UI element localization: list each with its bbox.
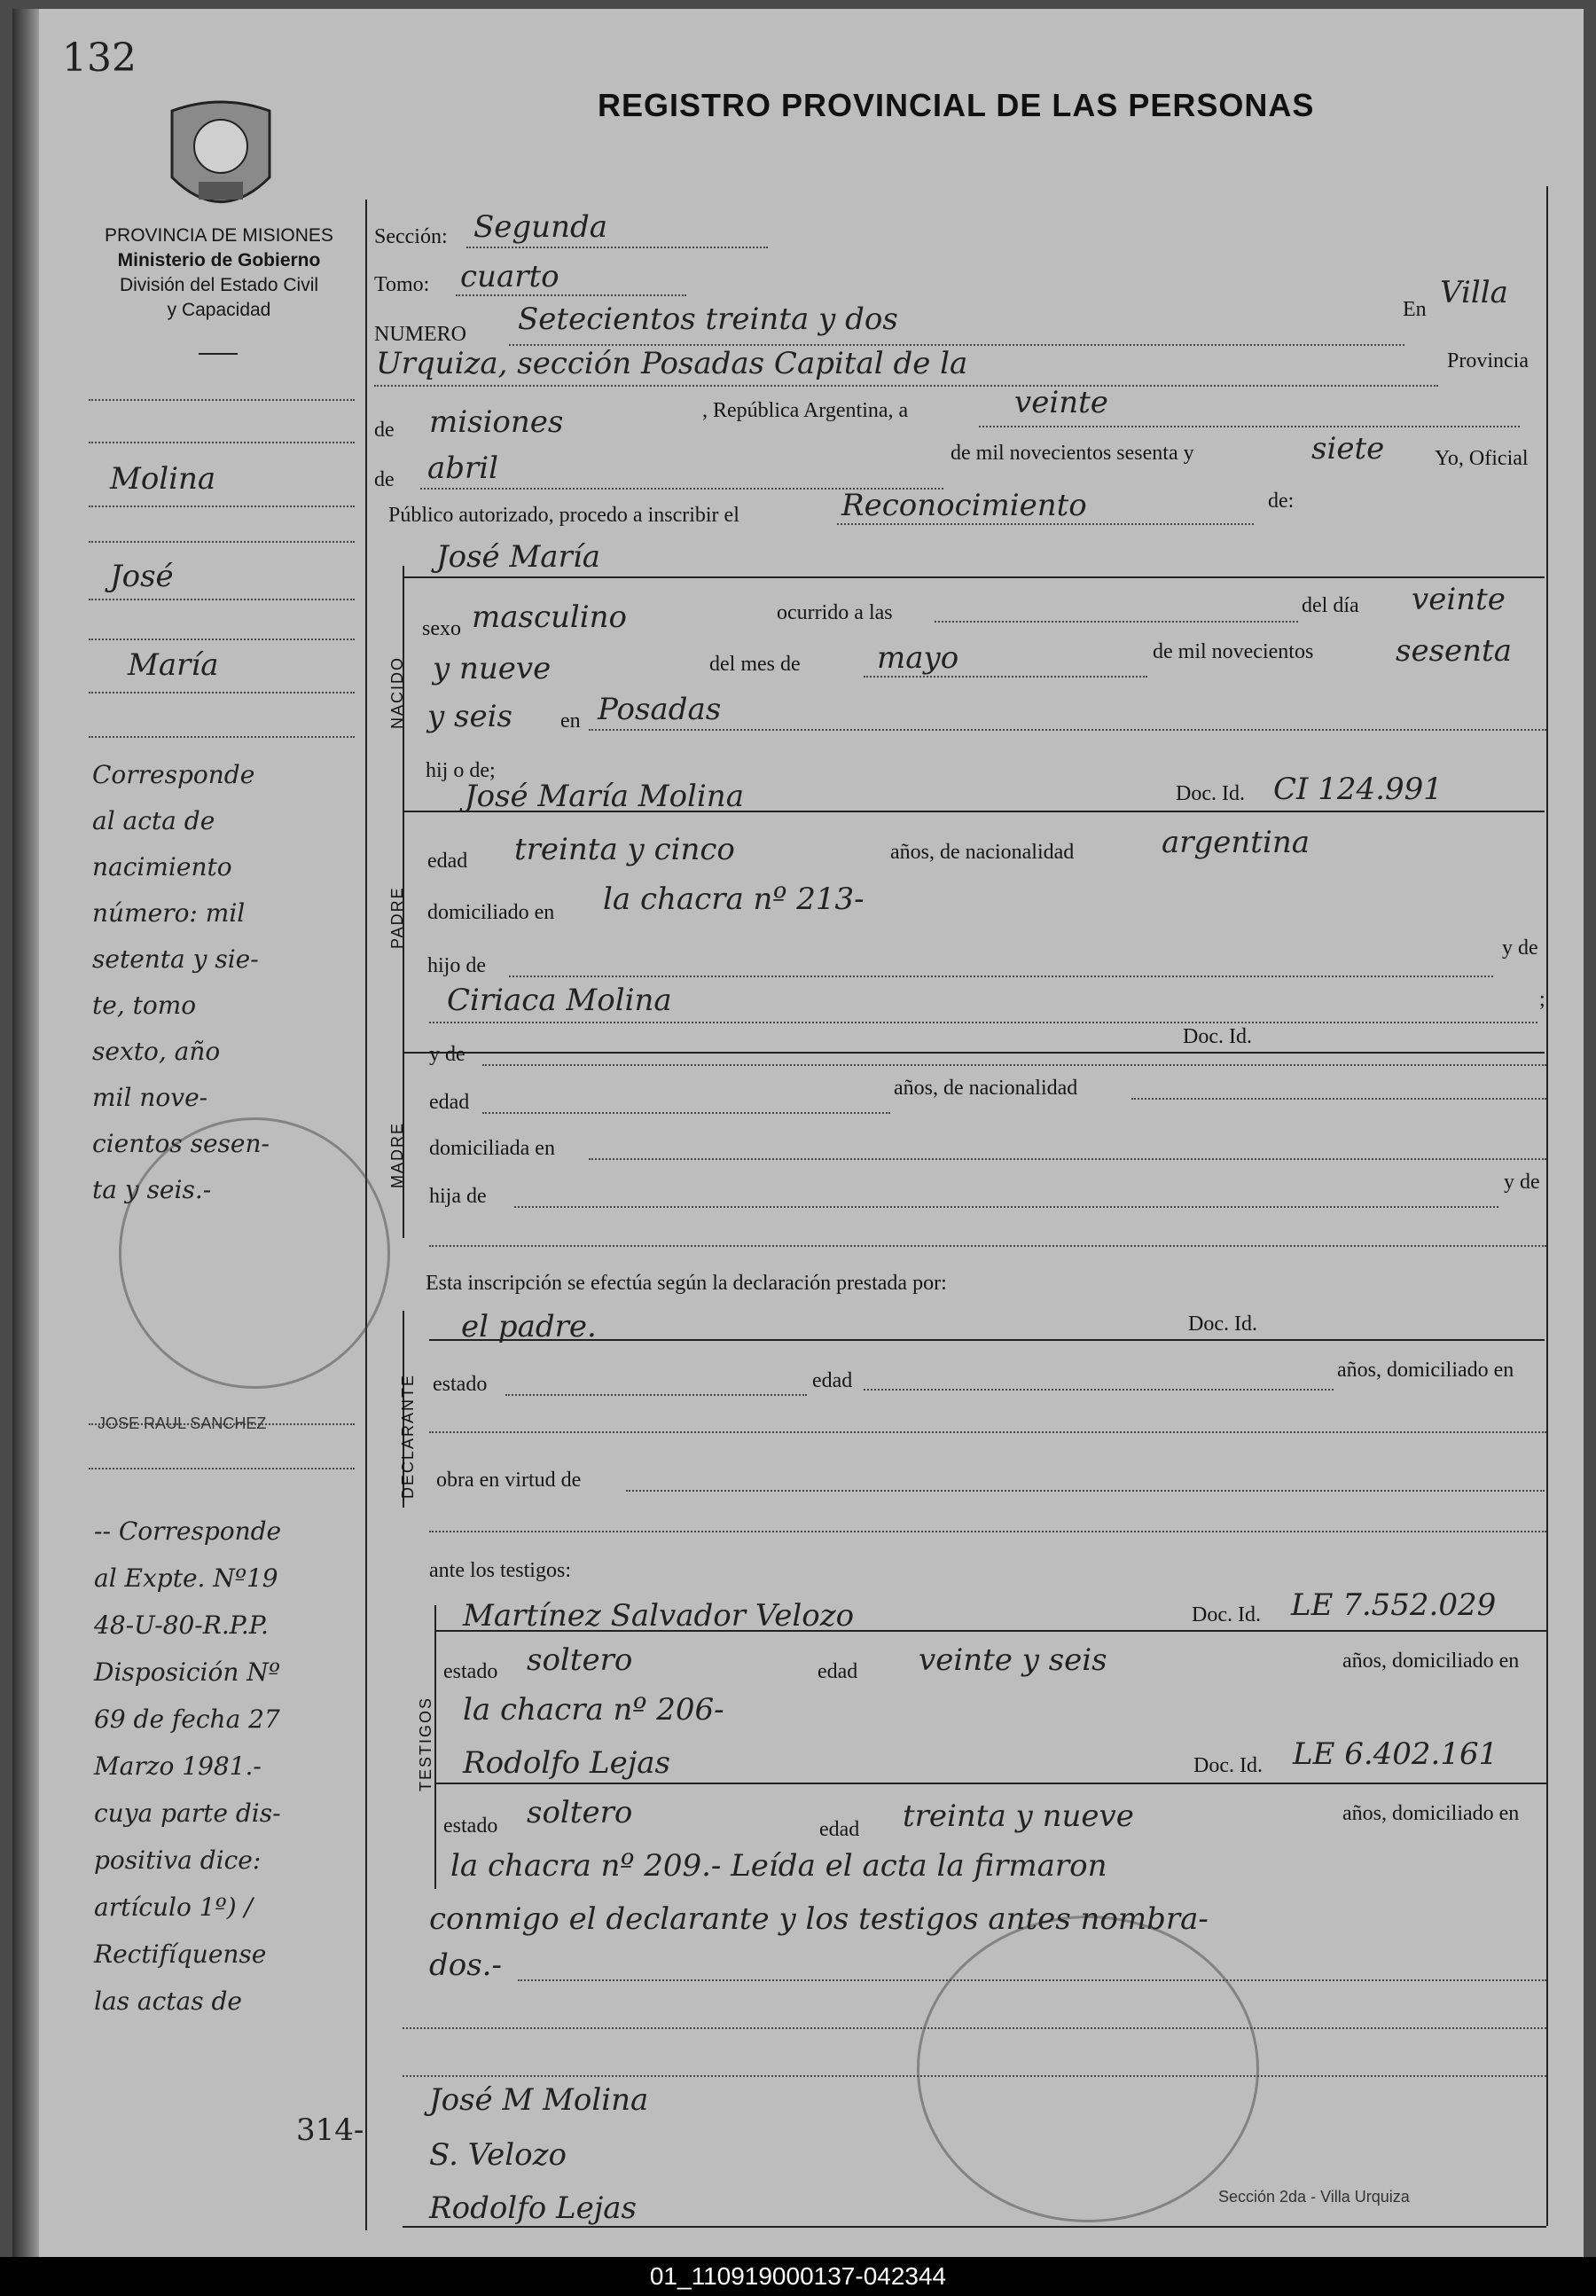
label-in: En — [1403, 298, 1427, 321]
label-domiciled-female: domiciliada en — [429, 1137, 555, 1160]
value-witness1-doc: LE 7.552.029 — [1291, 1587, 1497, 1623]
label-daughter-of: hija de — [429, 1185, 487, 1208]
value-birth-day: veinte — [1412, 582, 1506, 617]
label-years-nationality-mother: años, de nacionalidad — [894, 1077, 1078, 1100]
value-birth-month: mayo — [877, 640, 959, 676]
label-of-day: del día — [1302, 594, 1359, 617]
value-child-name: José María — [436, 539, 600, 575]
value-province: misiones — [429, 404, 564, 440]
value-witness2-doc: LE 6.402.161 — [1293, 1736, 1498, 1772]
value-witness1-status: soltero — [527, 1642, 633, 1678]
value-year-unit: siete — [1311, 431, 1385, 466]
label-of-colon: de: — [1268, 490, 1295, 513]
label-declaration: Esta inscripción se efectúa según la declaración prestada por: — [426, 1272, 947, 1295]
label-and-of-2: y de — [1504, 1171, 1540, 1194]
stamp-caption: Sección 2da - Villa Urquiza — [1218, 2188, 1410, 2206]
label-sex: sexo — [422, 617, 461, 640]
coat-of-arms-icon — [163, 93, 278, 226]
label-doc-id-father: Doc. Id. — [1176, 782, 1245, 805]
margin-first-name-1: José — [110, 559, 174, 594]
label-of-month: de — [374, 468, 395, 491]
value-father-name: José María Molina — [465, 779, 744, 814]
label-thousand-nine-hundred: de mil novecientos sesenta y — [951, 442, 1194, 465]
value-birth-place: Posadas — [598, 692, 722, 727]
image-id-footer: 01_110919000137-042344 — [0, 2257, 1596, 2296]
label-republic: , República Argentina, a — [702, 399, 909, 422]
label-semicolon: ; — [1539, 988, 1545, 1011]
label-status-w1: estado — [443, 1660, 498, 1683]
value-day: veinte — [1014, 385, 1108, 420]
value-witness1-name: Martínez Salvador Velozo — [463, 1598, 855, 1634]
label-child-of: hij o de; — [426, 759, 496, 782]
label-number: NUMERO — [374, 323, 467, 346]
capacity-line: y Capacidad — [167, 300, 271, 320]
value-birth-year: sesenta — [1396, 633, 1512, 669]
signature-father: José M Molina — [429, 2082, 649, 2118]
value-father-nationality: argentina — [1162, 825, 1310, 860]
label-doc-id-declarant: Doc. Id. — [1188, 1313, 1257, 1336]
margin-note-birth: Corresponde al acta de nacimiento número: mil setenta y sie- te, tomo sexto, año mil nove- cientos sesen- ta y seis.- — [92, 760, 270, 1204]
value-witness2-age: treinta y nueve — [903, 1798, 1134, 1834]
section-label-madre: MADRE — [388, 1121, 406, 1188]
label-status: estado — [433, 1373, 488, 1396]
label-age-declarant: edad — [812, 1369, 853, 1392]
margin-number: 314- — [296, 2112, 364, 2148]
section-label-testigos: TESTIGOS — [417, 1696, 434, 1791]
ministry-line: Ministerio de Gobierno — [117, 250, 321, 270]
value-witness2-status: soltero — [527, 1795, 633, 1830]
value-declarant: el padre. — [461, 1309, 597, 1344]
label-and-of-mother: y de — [429, 1043, 466, 1066]
label-years-nationality: años, de nacionalidad — [890, 841, 1075, 864]
value-place: Urquiza, sección Posadas Capital de la — [376, 346, 968, 381]
label-acts-by-virtue: obra en virtud de — [436, 1469, 582, 1492]
label-age-w1: edad — [818, 1660, 858, 1683]
label-age-mother: edad — [429, 1091, 470, 1114]
document-page — [12, 9, 1584, 2257]
label-domiciled: domiciliado en — [427, 901, 555, 924]
page-title: REGISTRO PROVINCIAL DE LAS PERSONAS — [598, 87, 1315, 123]
label-status-w2: estado — [443, 1814, 498, 1838]
label-years-domiciled-w1: años, domiciliado en — [1342, 1650, 1520, 1673]
value-birth-year-2: y seis — [427, 699, 512, 734]
value-witness2-name: Rodolfo Lejas — [463, 1745, 670, 1781]
margin-note-rectification: -- Corresponde al Expte. Nº19 48-U-80-R.P.P. Disposición Nº 69 de fecha 27 Marzo 1981.- cuya parte dis- positiva dice: artículo 1º) / Rectifíquense las actas de — [94, 1516, 282, 2016]
label-province: Provincia — [1447, 349, 1529, 372]
label-volume: Tomo: — [374, 273, 430, 296]
section-label-nacido: NACIDO — [388, 655, 406, 729]
value-record-type: Reconocimiento — [841, 488, 1087, 523]
ministry-header — [90, 223, 348, 323]
section-label-declarante: DECLARANTE — [399, 1373, 417, 1499]
label-doc-id-witness1: Doc. Id. — [1192, 1603, 1261, 1626]
value-month: abril — [427, 451, 499, 486]
margin-stamp-name: JOSE RAUL SANCHEZ — [98, 1414, 267, 1432]
margin-surname: Molina — [110, 461, 216, 497]
label-of: de — [374, 419, 395, 442]
label-occurred: ocurrido a las — [777, 601, 893, 624]
value-father-doc: CI 124.991 — [1273, 772, 1443, 807]
signature-witness-1: S. Velozo — [429, 2137, 567, 2173]
value-section: Segunda — [473, 209, 608, 245]
official-seal-bottom — [917, 1916, 1259, 2222]
margin-first-name-2: María — [128, 647, 219, 683]
label-age-w2: edad — [819, 1818, 860, 1841]
label-thousand: de mil novecientos — [1153, 640, 1314, 663]
label-and-of: y de — [1502, 936, 1538, 960]
label-section: Sección: — [374, 225, 448, 248]
value-closing-line-2: conmigo el declarante y los testigos antes nombra- — [429, 1901, 1209, 1937]
division-line: División del Estado Civil — [119, 275, 319, 295]
value-closing-line-3: dos.- — [429, 1947, 502, 1983]
label-official: Yo, Oficial — [1435, 447, 1529, 470]
signature-witness-2: Rodolfo Lejas — [429, 2190, 637, 2226]
value-sex: masculino — [472, 599, 628, 635]
folio-number: 132 — [62, 35, 137, 81]
label-doc-id-blank: Doc. Id. — [1183, 1025, 1252, 1048]
value-witness1-address: la chacra nº 206- — [463, 1692, 724, 1728]
official-seal-left — [119, 1117, 390, 1389]
label-son-of: hijo de — [427, 954, 486, 977]
value-witness1-age: veinte y seis — [919, 1642, 1107, 1678]
value-grandmother: Ciriaca Molina — [447, 983, 672, 1018]
value-father-address: la chacra nº 213- — [603, 882, 864, 917]
label-of-month-birth: del mes de — [709, 653, 801, 676]
label-in-place: en — [560, 709, 581, 733]
value-number: Setecientos treinta y dos — [518, 302, 898, 337]
label-authorized: Público autorizado, procedo a inscribir el — [388, 504, 739, 527]
book-spine — [12, 9, 39, 2257]
section-label-padre: PADRE — [388, 886, 406, 949]
label-age: edad — [427, 850, 468, 873]
value-closing-line-1: la chacra nº 209.- Leída el acta la firmaron — [450, 1848, 1107, 1884]
value-in: Villa — [1440, 275, 1508, 310]
value-father-age: treinta y cinco — [514, 832, 735, 867]
label-years-domiciled: años, domiciliado en — [1337, 1359, 1514, 1382]
value-volume: cuarto — [460, 259, 559, 294]
label-doc-id-witness2: Doc. Id. — [1193, 1754, 1263, 1777]
label-before-witnesses: ante los testigos: — [429, 1559, 571, 1582]
province-line: PROVINCIA DE MISIONES — [105, 225, 333, 246]
value-birth-day-2: y nueve — [433, 651, 552, 686]
label-years-domiciled-w2: años, domiciliado en — [1342, 1802, 1520, 1825]
